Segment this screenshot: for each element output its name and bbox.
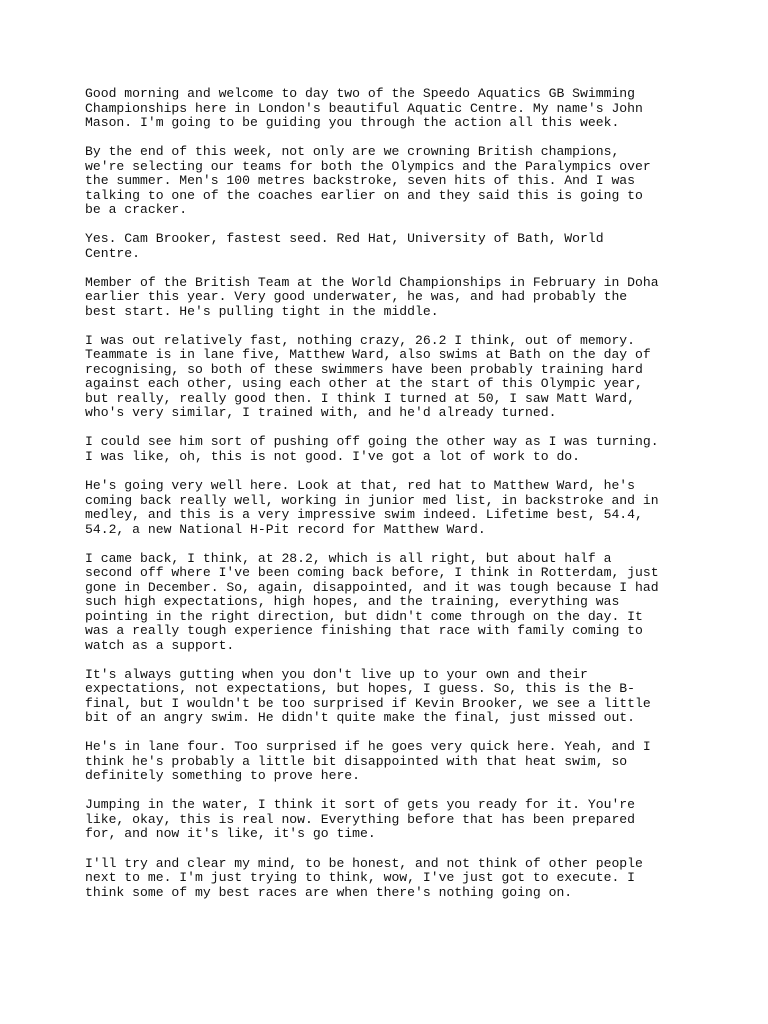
paragraph-3: Yes. Cam Brooker, fastest seed. Red Hat, University of Bath, World Centre. bbox=[85, 231, 604, 261]
paragraph-7: He's going very well here. Look at that, red hat to Matthew Ward, he's coming back really well, working in junior med list, in backstroke and in medley, and this is a very impressive swim indeed. Lifetime best, 54.4, 54.2, a new National H-Pit record for Matthew Ward. bbox=[85, 478, 659, 537]
paragraph-6: I could see him sort of pushing off going the other way as I was turning. I was like, oh, this is not good. I've got a lot of work to do. bbox=[85, 434, 659, 464]
paragraph-10: He's in lane four. Too surprised if he goes very quick here. Yeah, and I think he's probably a little bit disappointed with that heat swim, so definitely something to prove here. bbox=[85, 739, 651, 784]
paragraph-8: I came back, I think, at 28.2, which is all right, but about half a second off where I've been coming back before, I think in Rotterdam, just gone in December. So, again, disappointed, and it was tough because I had such high expectations, high hopes, and the training, everything was pointing in the right direction, but didn't come through on the day. It was a really tough experience finishing that race with family coming to watch as a support. bbox=[85, 550, 659, 653]
paragraph-5: I was out relatively fast, nothing crazy, 26.2 I think, out of memory. Teammate is in lane five, Matthew Ward, also swims at Bath on the day of recognising, so both of these swimmers have been probably training hard against each other, using each other at the start of this Olympic year, but really, really good then. I think I turned at 50, I saw Matt Ward, who's very similar, I trained with, and he'd already turned. bbox=[85, 332, 651, 421]
paragraph-1: Good morning and welcome to day two of the Speedo Aquatics GB Swimming Championships here in London's beautiful Aquatic Centre. My name's John Mason. I'm going to be guiding you through the action all this week. bbox=[85, 86, 643, 130]
transcript-document bbox=[85, 87, 705, 915]
paragraph-4: Member of the British Team at the World Championships in February in Doha earlier this year. Very good underwater, he was, and had probably the best start. He's pulling tight in the middle. bbox=[85, 274, 659, 319]
paragraph-2: By the end of this week, not only are we crowning British champions, we're selecting our teams for both the Olympics and the Paralympics over the summer. Men's 100 metres backstroke, seven hits of this. And I was talking to one of the coaches earlier on and they said this is going to be a cracker. bbox=[85, 144, 651, 218]
paragraph-9: It's always gutting when you don't live up to your own and their expectations, not expectations, but hopes, I guess. So, this is the B- final, but I wouldn't be too surprised if Kevin Brooker, we see a little bit of an angry swim. He didn't quite make the final, just missed out. bbox=[85, 666, 651, 726]
paragraph-12: I'll try and clear my mind, to be honest, and not think of other people next to me. I'm just trying to think, wow, I've just got to execute. I think some of my best races are when there's nothing going on. bbox=[85, 855, 643, 900]
paragraph-11: Jumping in the water, I think it sort of gets you ready for it. You're like, okay, this is real now. Everything before that has been prepared for, and now it's like, it's go time. bbox=[85, 797, 636, 842]
